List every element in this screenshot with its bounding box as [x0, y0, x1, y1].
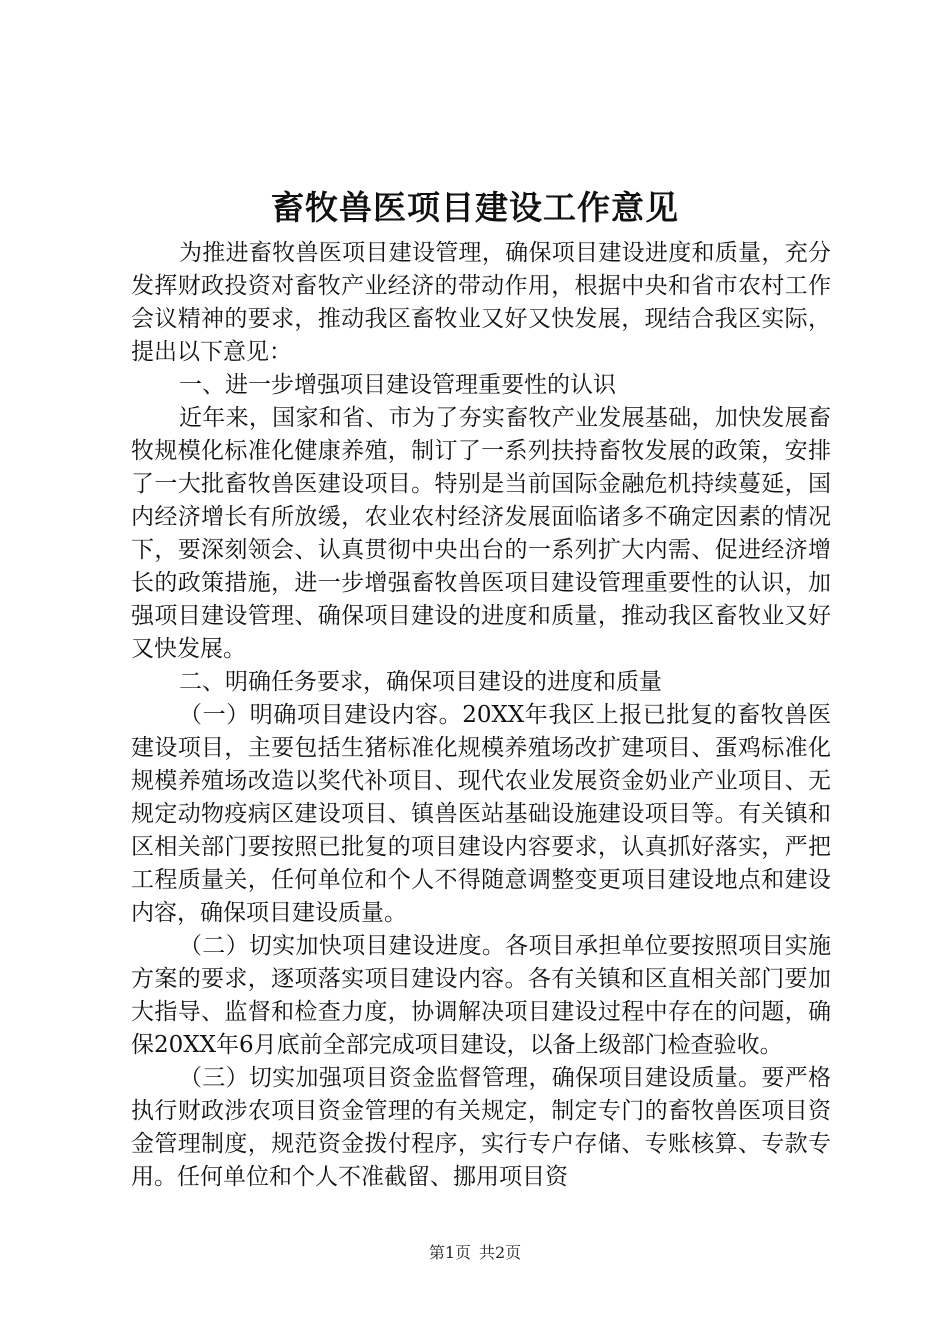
- paragraph-item-3: （三）切实加强项目资金监督管理，确保项目建设质量。要严格执行财政涉农项目资金管理的有关规定，制定专门的畜牧兽医项目资金管理制度，规范资金拨付程序，实行专户存储、专账核算、专款专用。任何单位和个人不准截留、挪用项目资: [131, 1065, 831, 1190]
- paragraph-intro: 为推进畜牧兽医项目建设管理，确保项目建设进度和质量，充分发挥财政投资对畜牧产业经济的带动作用，根据中央和省市农村工作会议精神的要求，推动我区畜牧业又好又快发展，现结合我区实际，提出以下意见：: [131, 240, 831, 365]
- document-title: 畜牧兽医项目建设工作意见: [271, 188, 679, 227]
- paragraph-item-1: （一）明确项目建设内容。20XX年我区上报已批复的畜牧兽医建设项目，主要包括生猪标准化规模养殖场改扩建项目、蛋鸡标准化规模养殖场改造以奖代补项目、现代农业发展资金奶业产业项目、无规定动物疫病区建设项目、镇兽医站基础设施建设项目等。有关镇和区相关部门要按照已批复的项目建设内容要求，认真抓好落实，严把工程质量关，任何单位和个人不得随意调整变更项目建设地点和建设内容，确保项目建设质量。: [131, 702, 831, 926]
- page-total: 共2页: [479, 1243, 522, 1262]
- paragraph-section-1: 近年来，国家和省、市为了夯实畜牧产业发展基础，加快发展畜牧规模化标准化健康养殖，制订了一系列扶持畜牧发展的政策，安排了一大批畜牧兽医建设项目。特别是当前国际金融危机持续蔓延，国内经济增长有所放缓，农业农村经济发展面临诸多不确定因素的情况下，要深刻领会、认真贯彻中央出台的一系列扩大内需、促进经济增长的政策措施，进一步增强畜牧兽医项目建设管理重要性的认识，加强项目建设管理、确保项目建设的进度和质量，推动我区畜牧业又好又快发展。: [131, 405, 831, 662]
- section-heading-1: 一、进一步增强项目建设管理重要性的认识: [179, 372, 616, 398]
- paragraph-item-2: （二）切实加快项目建设进度。各项目承担单位要按照项目实施方案的要求，逐项落实项目建设内容。各有关镇和区直相关部门要加大指导、监督和检查力度，协调解决项目建设过程中存在的问题，确保20XX年6月底前全部完成项目建设，以备上级部门检查验收。: [131, 933, 831, 1058]
- document-body: [131, 237, 831, 1194]
- page-number: 第1页: [428, 1243, 471, 1262]
- section-heading-2: 二、明确任务要求，确保项目建设的进度和质量: [179, 669, 662, 695]
- page-footer: [0, 1242, 950, 1264]
